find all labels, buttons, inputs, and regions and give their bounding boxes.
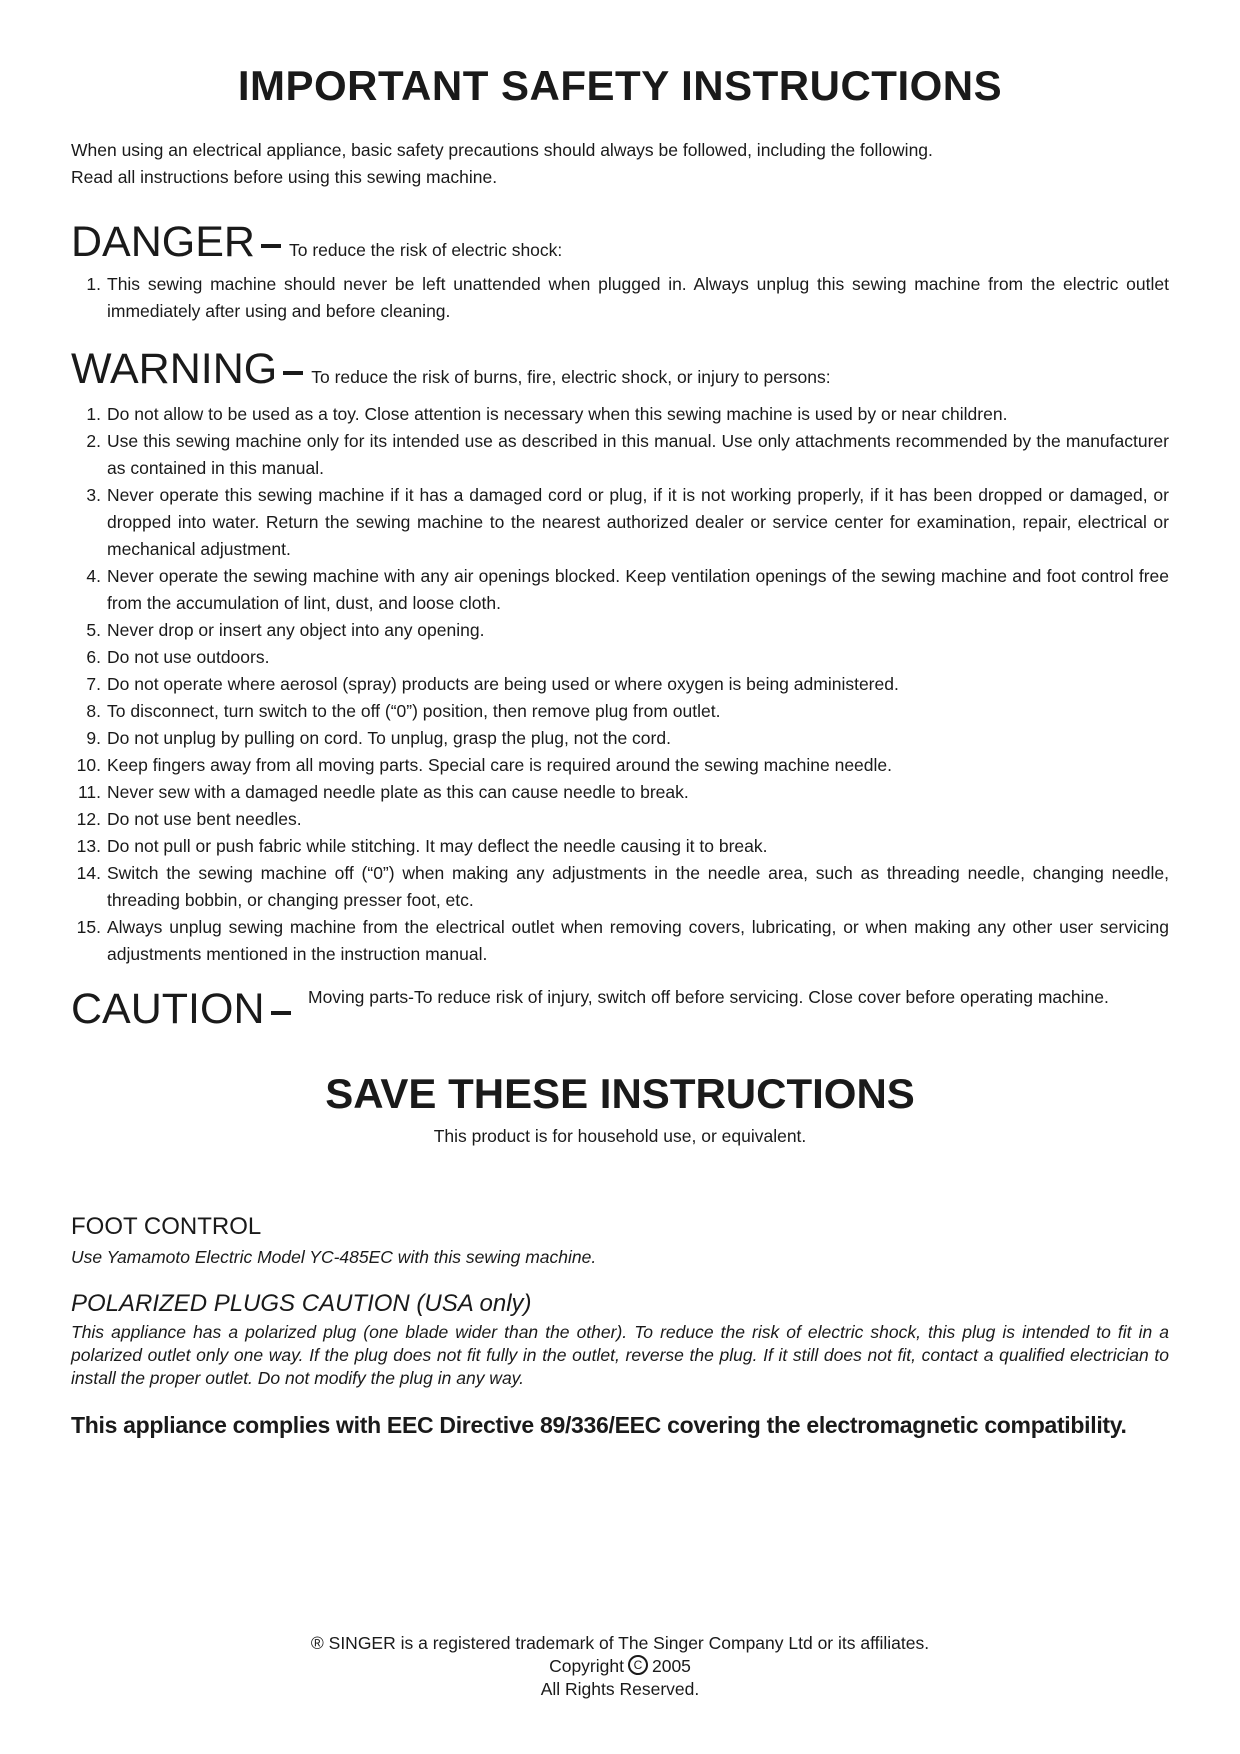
- copyright-icon: C: [628, 1655, 648, 1675]
- household-note: This product is for household use, or equivalent.: [433, 1126, 807, 1146]
- list-item: [71, 914, 1169, 968]
- item-number: 12.: [76, 809, 101, 829]
- item-number: 3.: [86, 485, 101, 505]
- item-text: This sewing machine should never be left unattended when plugged in. Always unplug this sewing machine from the electric outlet immediately after using and before cleaning.: [107, 274, 1169, 321]
- item-text: Do not operate where aerosol (spray) products are being used or where oxygen is being administered.: [107, 674, 899, 694]
- list-item: [71, 752, 1169, 779]
- list-item: [71, 779, 1169, 806]
- item-number: 6.: [86, 647, 101, 667]
- caution-heading: [71, 985, 299, 1034]
- copyright-label: Copyright: [549, 1656, 624, 1676]
- list-item: [71, 725, 1169, 752]
- item-number: 1.: [86, 404, 101, 424]
- warning-list: [71, 401, 1169, 968]
- foot-control-text: Use Yamamoto Electric Model YC-485EC with this sewing machine.: [71, 1247, 597, 1267]
- danger-list: [71, 271, 1169, 325]
- dash-divider: [283, 371, 303, 375]
- list-item: [71, 617, 1169, 644]
- warning-heading: [71, 345, 831, 394]
- copyright-line: [71, 1655, 1169, 1678]
- item-text: Switch the sewing machine off (“0”) when making any adjustments in the needle area, such as threading needle, changing needle, threading bobbin, or changing presser foot, etc.: [107, 863, 1169, 910]
- item-number: 5.: [86, 620, 101, 640]
- item-text: Do not allow to be used as a toy. Close attention is necessary when this sewing machine is used by or near children.: [107, 404, 1008, 424]
- list-item: [71, 271, 1169, 325]
- list-item: [71, 644, 1169, 671]
- list-item: [71, 482, 1169, 563]
- intro-text: [71, 137, 933, 191]
- item-text: Never operate this sewing machine if it has a damaged cord or plug, if it is not working properly, if it has been dropped or damaged, or dropped into water. Return the sewing machine to the nearest authorized dealer or service center for examination, repair, electrical or mechanical adjustment.: [107, 485, 1169, 559]
- item-number: 8.: [86, 701, 101, 721]
- danger-description: To reduce the risk of electric shock:: [288, 240, 563, 260]
- item-number: 2.: [86, 431, 101, 451]
- page-title: IMPORTANT SAFETY INSTRUCTIONS: [237, 62, 1003, 109]
- list-item: [71, 833, 1169, 860]
- item-number: 4.: [86, 566, 101, 586]
- footer: [71, 1632, 1169, 1701]
- list-item: [71, 806, 1169, 833]
- item-text: Do not use bent needles.: [107, 809, 302, 829]
- polarized-text: This appliance has a polarized plug (one blade wider than the other). To reduce the risk of electric shock, this plug is intended to fit in a polarized outlet only one way. If the plug does not fit fully in the outlet, reverse the plug. If it still does not fit, contact a qualified electrician to install the proper outlet. Do not modify the plug in any way.: [71, 1322, 1169, 1388]
- eec-compliance: This appliance complies with EEC Directive 89/336/EEC covering the electromagnetic compatibility.: [71, 1412, 1127, 1438]
- item-text: Never drop or insert any object into any opening.: [107, 620, 485, 640]
- item-text: To disconnect, turn switch to the off (“0”) position, then remove plug from outlet.: [107, 701, 721, 721]
- item-text: Do not pull or push fabric while stitching. It may deflect the needle causing it to break.: [107, 836, 768, 856]
- item-text: Never operate the sewing machine with any air openings blocked. Keep ventilation openings of the sewing machine and foot control free from the accumulation of lint, dust, and loose cloth.: [107, 566, 1169, 613]
- item-number: 7.: [86, 674, 101, 694]
- item-number: 11.: [77, 782, 101, 802]
- item-number: 10.: [76, 755, 101, 775]
- intro-line: Read all instructions before using this sewing machine.: [71, 167, 498, 187]
- item-number: 15.: [76, 917, 101, 937]
- item-number: 13.: [76, 836, 101, 856]
- item-number: 14.: [76, 863, 101, 883]
- warning-label: WARNING: [71, 345, 278, 393]
- item-number: 1.: [86, 274, 101, 294]
- dash-divider: [271, 1011, 291, 1015]
- list-item: [71, 860, 1169, 914]
- item-text: Do not use outdoors.: [107, 647, 270, 667]
- item-number: 9.: [86, 728, 101, 748]
- list-item: [71, 428, 1169, 482]
- caution-label: CAUTION: [71, 985, 265, 1033]
- item-text: Keep fingers away from all moving parts. Special care is required around the sewing machine needle.: [107, 755, 893, 775]
- foot-control-heading: FOOT CONTROL: [71, 1213, 262, 1240]
- copyright-year: 2005: [651, 1656, 691, 1676]
- list-item: [71, 671, 1169, 698]
- warning-description: To reduce the risk of burns, fire, electric shock, or injury to persons:: [311, 367, 831, 387]
- danger-heading: [71, 218, 562, 267]
- item-text: Never sew with a damaged needle plate as this can cause needle to break.: [107, 782, 689, 802]
- list-item: [71, 401, 1169, 428]
- list-item: [71, 563, 1169, 617]
- dash-divider: [261, 244, 281, 248]
- trademark-notice: ® SINGER is a registered trademark of The Singer Company Ltd or its affiliates.: [310, 1633, 930, 1653]
- polarized-heading: POLARIZED PLUGS CAUTION (USA only): [71, 1290, 532, 1317]
- intro-line: When using an electrical appliance, basic safety precautions should always be followed, including the following.: [71, 140, 933, 160]
- rights-reserved: All Rights Reserved.: [540, 1679, 700, 1699]
- item-text: Do not unplug by pulling on cord. To unplug, grasp the plug, not the cord.: [107, 728, 671, 748]
- caution-description: Moving parts-To reduce risk of injury, switch off before servicing. Close cover before operating machine.: [308, 987, 1109, 1007]
- list-item: [71, 698, 1169, 725]
- item-text: Always unplug sewing machine from the electrical outlet when removing covers, lubricating, or when making any other user servicing adjustments mentioned in the instruction manual.: [107, 917, 1169, 964]
- save-instructions-title: SAVE THESE INSTRUCTIONS: [325, 1070, 915, 1117]
- danger-label: DANGER: [71, 218, 255, 266]
- item-text: Use this sewing machine only for its intended use as described in this manual. Use only attachments recommended by the manufacturer as contained in this manual.: [107, 431, 1169, 478]
